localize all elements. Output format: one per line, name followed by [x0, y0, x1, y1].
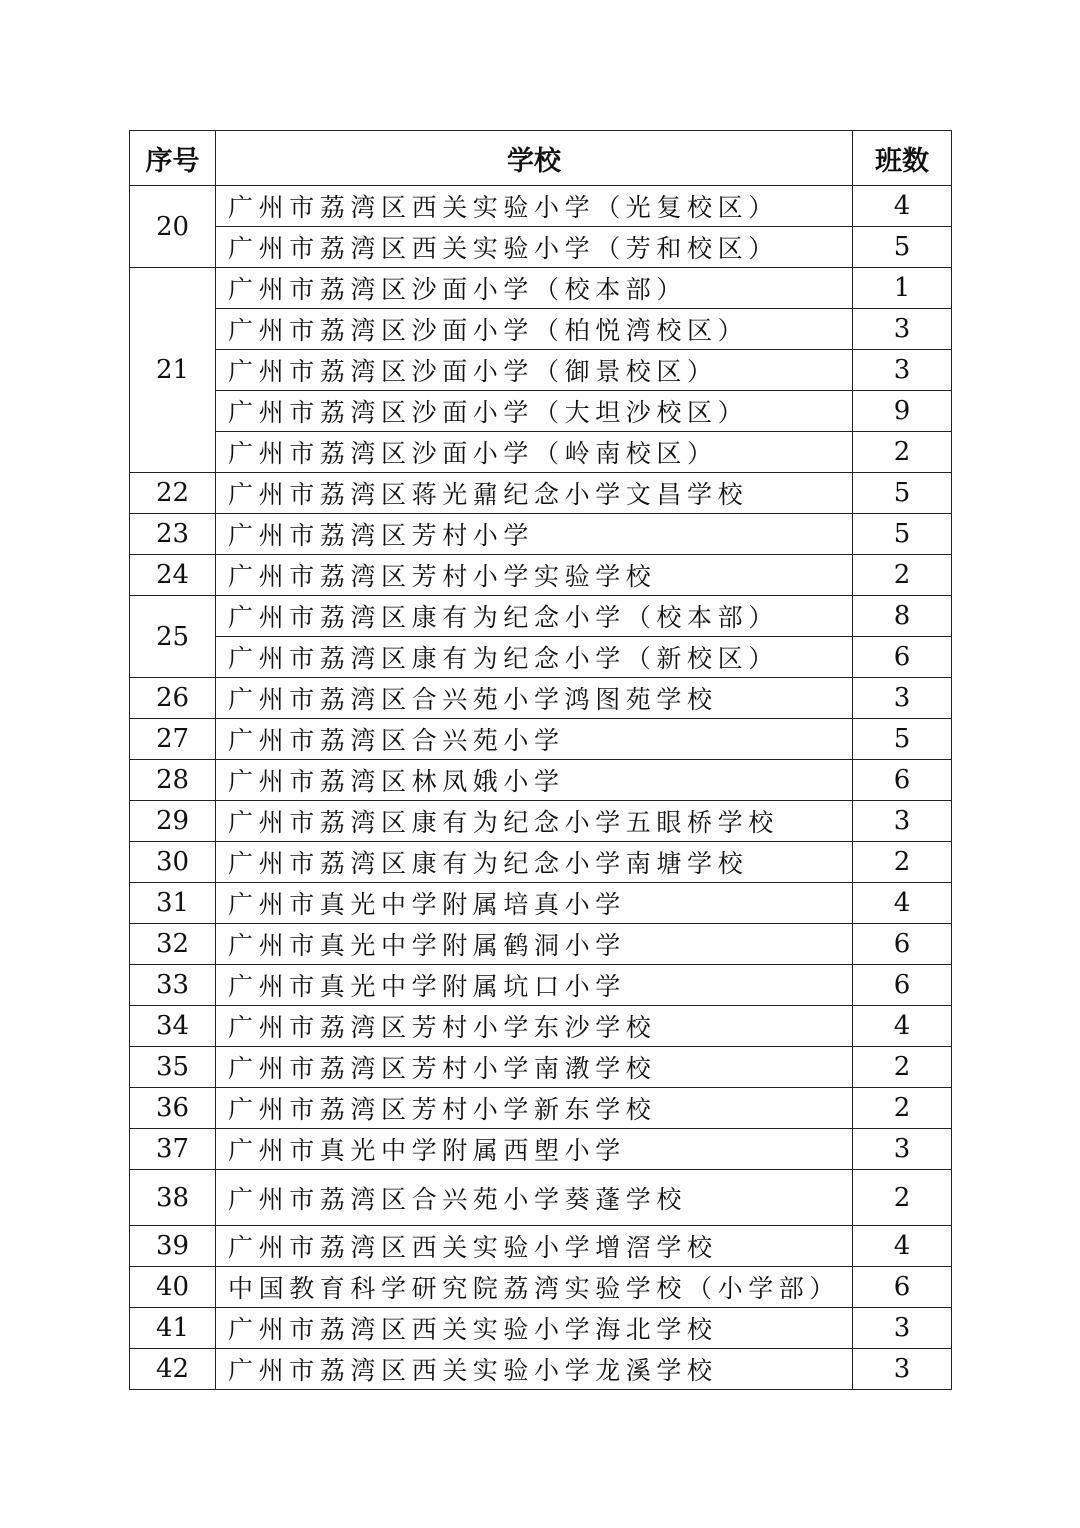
table-row: [130, 1088, 952, 1129]
school-name: 广州市荔湾区康有为纪念小学五眼桥学校: [216, 801, 853, 842]
serial-number: 26: [130, 678, 216, 719]
table-row: [130, 1047, 952, 1088]
class-count: 3: [853, 1349, 952, 1390]
class-count: 8: [853, 596, 952, 637]
school-name: 广州市真光中学附属西塱小学: [216, 1129, 853, 1170]
table-row: [130, 268, 952, 309]
serial-number: 35: [130, 1047, 216, 1088]
header-no: 序号: [130, 131, 216, 186]
serial-number: 33: [130, 965, 216, 1006]
class-count: 2: [853, 842, 952, 883]
serial-number: 34: [130, 1006, 216, 1047]
class-count: 2: [853, 432, 952, 473]
serial-number: 20: [130, 186, 216, 268]
school-name: 广州市真光中学附属培真小学: [216, 883, 853, 924]
class-count: 6: [853, 637, 952, 678]
table-row: [130, 678, 952, 719]
class-count: 3: [853, 1308, 952, 1349]
serial-number: 41: [130, 1308, 216, 1349]
school-name: 广州市荔湾区芳村小学: [216, 514, 853, 555]
serial-number: 42: [130, 1349, 216, 1390]
school-name: 广州市荔湾区芳村小学新东学校: [216, 1088, 853, 1129]
table-row: [130, 1308, 952, 1349]
serial-number: 30: [130, 842, 216, 883]
school-name: 广州市荔湾区芳村小学东沙学校: [216, 1006, 853, 1047]
class-count: 2: [853, 1088, 952, 1129]
class-count: 9: [853, 391, 952, 432]
table-row: [130, 514, 952, 555]
table-row: [130, 1129, 952, 1170]
serial-number: 31: [130, 883, 216, 924]
school-name: 广州市荔湾区西关实验小学（光复校区）: [216, 186, 853, 227]
class-count: 4: [853, 1006, 952, 1047]
table-row: [130, 596, 952, 637]
school-name: 广州市荔湾区沙面小学（校本部）: [216, 268, 853, 309]
table-row: [130, 801, 952, 842]
serial-number: 32: [130, 924, 216, 965]
class-count: 5: [853, 719, 952, 760]
table-row: [130, 473, 952, 514]
serial-number: 29: [130, 801, 216, 842]
class-count: 4: [853, 883, 952, 924]
table-row: [130, 637, 952, 678]
school-name: 广州市真光中学附属鹤洞小学: [216, 924, 853, 965]
serial-number: 24: [130, 555, 216, 596]
school-name: 广州市荔湾区合兴苑小学: [216, 719, 853, 760]
school-name: 广州市荔湾区沙面小学（柏悦湾校区）: [216, 309, 853, 350]
class-count: 6: [853, 924, 952, 965]
class-count: 1: [853, 268, 952, 309]
table-row: [130, 186, 952, 227]
table-row: [130, 432, 952, 473]
school-name: 广州市荔湾区合兴苑小学葵蓬学校: [216, 1170, 853, 1226]
class-count: 4: [853, 186, 952, 227]
table-row: [130, 1267, 952, 1308]
serial-number: 25: [130, 596, 216, 678]
table-row: [130, 1349, 952, 1390]
table-row: [130, 842, 952, 883]
serial-number: 22: [130, 473, 216, 514]
table-row: [130, 350, 952, 391]
serial-number: 23: [130, 514, 216, 555]
serial-number: 28: [130, 760, 216, 801]
school-name: 广州市荔湾区合兴苑小学鸿图苑学校: [216, 678, 853, 719]
school-name: 广州市荔湾区西关实验小学（芳和校区）: [216, 227, 853, 268]
school-name: 广州市荔湾区芳村小学南漖学校: [216, 1047, 853, 1088]
school-name: 广州市荔湾区西关实验小学海北学校: [216, 1308, 853, 1349]
class-count: 3: [853, 350, 952, 391]
school-name: 广州市荔湾区康有为纪念小学（新校区）: [216, 637, 853, 678]
serial-number: 38: [130, 1170, 216, 1226]
table-row: [130, 1170, 952, 1226]
class-count: 6: [853, 1267, 952, 1308]
serial-number: 27: [130, 719, 216, 760]
class-count: 6: [853, 760, 952, 801]
class-count: 3: [853, 309, 952, 350]
school-name: 广州市荔湾区康有为纪念小学南塘学校: [216, 842, 853, 883]
class-count: 5: [853, 514, 952, 555]
header-school: 学校: [216, 131, 853, 186]
class-count: 2: [853, 1170, 952, 1226]
class-count: 3: [853, 801, 952, 842]
table-row: [130, 883, 952, 924]
table-row: [130, 965, 952, 1006]
school-name: 广州市荔湾区沙面小学（岭南校区）: [216, 432, 853, 473]
class-count: 2: [853, 1047, 952, 1088]
school-name: 广州市荔湾区林凤娥小学: [216, 760, 853, 801]
school-name: 广州市荔湾区沙面小学（大坦沙校区）: [216, 391, 853, 432]
header-row: [130, 131, 952, 186]
table-row: [130, 227, 952, 268]
school-name: 中国教育科学研究院荔湾实验学校（小学部）: [216, 1267, 853, 1308]
serial-number: 36: [130, 1088, 216, 1129]
table-row: [130, 1006, 952, 1047]
class-count: 2: [853, 555, 952, 596]
table-row: [130, 1226, 952, 1267]
class-count: 6: [853, 965, 952, 1006]
table-row: [130, 719, 952, 760]
table-row: [130, 391, 952, 432]
school-class-table: [129, 130, 952, 1390]
school-name: 广州市荔湾区芳村小学实验学校: [216, 555, 853, 596]
table-row: [130, 309, 952, 350]
serial-number: 40: [130, 1267, 216, 1308]
class-count: 5: [853, 473, 952, 514]
serial-number: 21: [130, 268, 216, 473]
table-row: [130, 760, 952, 801]
school-name: 广州市荔湾区康有为纪念小学（校本部）: [216, 596, 853, 637]
school-name: 广州市荔湾区西关实验小学龙溪学校: [216, 1349, 853, 1390]
class-count: 3: [853, 678, 952, 719]
school-name: 广州市真光中学附属坑口小学: [216, 965, 853, 1006]
table-row: [130, 924, 952, 965]
school-name: 广州市荔湾区蒋光鼐纪念小学文昌学校: [216, 473, 853, 514]
class-count: 3: [853, 1129, 952, 1170]
serial-number: 39: [130, 1226, 216, 1267]
table-body: [130, 186, 952, 1390]
header-classes: 班数: [853, 131, 952, 186]
serial-number: 37: [130, 1129, 216, 1170]
school-name: 广州市荔湾区沙面小学（御景校区）: [216, 350, 853, 391]
class-count: 5: [853, 227, 952, 268]
table-row: [130, 555, 952, 596]
school-name: 广州市荔湾区西关实验小学增滘学校: [216, 1226, 853, 1267]
class-count: 4: [853, 1226, 952, 1267]
